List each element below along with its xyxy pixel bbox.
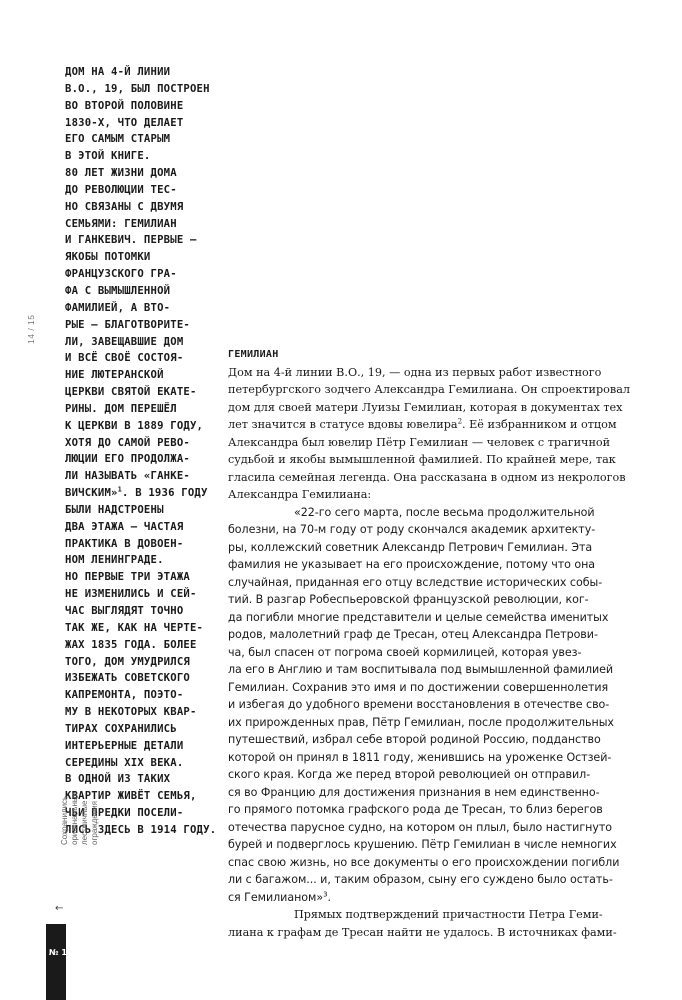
side-text-line: ИНТЕРЬЕРНЫЕ ДЕТАЛИ — [65, 739, 184, 752]
side-text-line: ТИРАХ СОХРАНИЛИСЬ — [65, 722, 177, 735]
section-ref-line: Сохранились — [60, 795, 69, 845]
side-text-line: КАПРЕМОНТА, ПОЭТО- — [65, 689, 184, 702]
footnote-mark[interactable]: 2 — [457, 417, 463, 426]
side-text-line: ДВА ЭТАЖА — ЧАСТАЯ — [65, 520, 184, 533]
quote-text-line: спас свою жизнь, но все документы о его происхождении погибли — [228, 855, 620, 869]
body-text-line: Дом на 4-й линии В.О., 19, — одна из первых работ известного — [228, 365, 602, 379]
text-fragment: ВИЧСКИМ» — [65, 487, 118, 500]
quote-text-line: ского края. Когда же перед второй революцией он отправил- — [228, 768, 591, 781]
side-text-line: ТОГО, ДОМ УМУДРИЛСЯ — [65, 655, 190, 668]
body-text-line: Александра Гемилиана: — [228, 488, 372, 501]
side-text-line: ВО ВТОРОЙ ПОЛОВИНЕ — [65, 99, 184, 112]
article-heading: ГЕМИЛИАН — [228, 349, 279, 360]
side-text-line: ЖАХ 1835 ГОДА. БОЛЕЕ — [65, 638, 197, 651]
side-text-line: СЕМЬЯМИ: ГЕМИЛИАН — [65, 217, 177, 230]
quote-text-line: отечества парусное судно, на котором он плыл, было настигнуто — [228, 820, 612, 834]
quote-text-line: их прирожденных прав, Пётр Гемилиан, после продолжительных — [228, 715, 614, 729]
side-text-line: ХОТЯ ДО САМОЙ РЕВО- — [65, 436, 190, 449]
side-text-line: В ЭТОЙ КНИГЕ. — [65, 150, 151, 163]
quote-text-line: ли с багажом... и, таким образом, сыну его суждено было остать- — [228, 873, 613, 886]
side-text-line: ЦЕРКВИ СВЯТОЙ ЕКАТЕ- — [65, 386, 197, 399]
side-text-line: НОМ ЛЕНИНГРАДЕ. — [65, 554, 164, 567]
quote-text-line: го прямого потомка графского рода де Тресан, то близ берегов — [228, 803, 603, 816]
side-text-line: КВАРТИР ЖИВЁТ СЕМЬЯ, — [65, 790, 197, 803]
side-text-line: ТАК ЖЕ, КАК НА ЧЕРТЕ- — [65, 621, 204, 634]
quote-text-line: тий. В разгар Робеспьеровской французской революции, ког- — [228, 593, 589, 606]
body-text-line: Прямых подтверждений причастности Петра Геми- — [294, 908, 603, 921]
side-text-line — [65, 485, 215, 502]
side-text-line: ЛИ НАЗЫВАТЬ «ГАНКЕ- — [65, 470, 190, 483]
quote-text-line: да погибли многие представители и целые семейства именитых — [228, 610, 609, 624]
side-text-line: ДО РЕВОЛЮЦИИ ТЕС- — [65, 183, 177, 196]
text-fragment: . — [327, 890, 331, 904]
quote-text-line: ся во Францию для достижения признания в нем единственно- — [228, 785, 600, 799]
quote-text-line: ла его в Англию и там воспитывала под вымышленной фамилией — [228, 663, 614, 676]
issue-marker — [46, 924, 66, 1000]
quote-text-line: которой он принял в 1811 году, женившись на уроженке Остзей- — [228, 750, 612, 764]
body-text-line: гласила семейная легенда. Она рассказана в одном из некрологов — [228, 470, 626, 484]
side-text-line: В ОДНОЙ ИЗ ТАКИХ — [65, 773, 171, 786]
side-text-line: ЧЬИ ПРЕДКИ ПОСЕЛИ- — [65, 807, 184, 820]
side-text-line: НИЕ ЛЮТЕРАНСКОЙ — [65, 369, 164, 382]
quote-text-line: болезни, на 70-м году от роду скончался академик архитекту- — [228, 523, 596, 536]
body-text-line: петербургского зодчего Александра Гемилиана. Он спроектировал — [228, 383, 630, 396]
page-number: 14 / 15 — [26, 314, 36, 344]
quote-text-line: и избегая до удобного времени восстановления в отечестве сво- — [228, 698, 610, 711]
quote-text-line: бурей и подверглось крушению. Пётр Гемилиан в числе немногих — [228, 838, 617, 851]
side-column-intro — [65, 64, 215, 839]
body-text-line: дом для своей матери Луизы Гемилиан, которая в документах тех — [228, 400, 623, 414]
side-text-line: ЯКОБЫ ПОТОМКИ — [65, 251, 151, 264]
side-text-line: ДОМ НА 4-Й ЛИНИИ — [65, 66, 171, 78]
quote-text-line: ча, был спасен от погрома своей кормилицей, которая увез- — [228, 645, 582, 659]
obituary-quote — [228, 504, 648, 907]
body-text-line: лиана к графам де Тресан найти не удалось. В источниках фами- — [228, 925, 617, 939]
side-text-line: СЕРЕДИНЫ XIX ВЕКА. — [65, 756, 184, 769]
back-arrow-icon[interactable]: ← — [55, 903, 64, 914]
side-text-line: РЫЕ — БЛАГОТВОРИТЕ- — [65, 318, 190, 331]
side-text-line: ФА С ВЫМЫШЛЕННОЙ — [65, 284, 171, 297]
quote-text-line: ры, коллежский советник Александр Петрович Гемилиан. Эта — [228, 540, 593, 554]
section-reference — [60, 792, 100, 845]
quote-text-line — [228, 889, 648, 907]
footnote-mark[interactable]: 3 — [323, 889, 328, 898]
text-fragment: ся Гемилианом» — [228, 890, 324, 904]
quote-text-line: путешествий, избрал себе второй родиной Россию, подданство — [228, 733, 601, 746]
side-text-line: МУ В НЕКОТОРЫХ КВАР- — [65, 706, 197, 719]
text-fragment: лет значится в статусе вдовы ювелира — [228, 418, 458, 431]
intro-paragraph — [228, 364, 648, 504]
quote-text-line: родов, малолетний граф де Тресан, отец Александра Петрови- — [228, 628, 598, 641]
side-text-line: В.О., 19, БЫЛ ПОСТРОЕН — [65, 82, 210, 95]
side-text-line: 80 ЛЕТ ЖИЗНИ ДОМА — [65, 167, 177, 180]
side-text-line: ЛИСЬ ЗДЕСЬ В 1914 ГОДУ. — [65, 823, 217, 836]
quote-text-line: случайная, приданная его отцу вследствие исторических собы- — [228, 575, 603, 589]
side-text-line: БЫЛИ НАДСТРОЕНЫ — [65, 503, 164, 516]
side-text-line: ЕГО САМЫМ СТАРЫМ — [65, 133, 171, 146]
side-text-line: ФАМИЛИЕЙ, А ВТО- — [65, 301, 171, 314]
issue-number: № 1 — [49, 948, 67, 957]
side-text-line: И ГАНКЕВИЧ. ПЕРВЫЕ — — [65, 234, 197, 247]
text-fragment: . В 1936 ГОДУ — [122, 487, 208, 500]
side-text-line: 1830-Х, ЧТО ДЕЛАЕТ — [65, 116, 184, 129]
side-text-line: НО ПЕРВЫЕ ТРИ ЭТАЖА — [65, 571, 190, 584]
body-text-line — [228, 416, 648, 434]
side-text-line: И ВСЁ СВОЁ СОСТОЯ- — [65, 352, 184, 365]
side-text-line: НО СВЯЗАНЫ С ДВУМЯ — [65, 200, 184, 213]
closing-paragraph — [228, 906, 648, 941]
body-text-line: судьбой и якобы вымышленной фамилией. По крайней мере, так — [228, 453, 616, 466]
side-text-line: НЕ ИЗМЕНИЛИСЬ И СЕЙ- — [65, 588, 197, 601]
side-text-line: К ЦЕРКВИ В 1889 ГОДУ, — [65, 419, 204, 432]
text-fragment: . Её избранником и отцом — [462, 418, 617, 431]
side-text-line: ЛИ, ЗАВЕЩАВШИЕ ДОМ — [65, 335, 184, 348]
quote-text-line: фамилия не указывает на его происхождение, потому что она — [228, 558, 596, 571]
side-text-line: ИЗБЕЖАТЬ СОВЕТСКОГО — [65, 672, 190, 685]
side-text-line: ПРАКТИКА В ДОВОЕН- — [65, 537, 184, 550]
body-text-line: Александра был ювелир Пётр Гемилиан — человек с трагичной — [228, 435, 611, 449]
quote-text-line: «22-го сего марта, после весьма продолжительной — [294, 505, 595, 519]
quote-text-line: Гемилиан. Сохранив это имя и по достижении совершеннолетия — [228, 680, 609, 694]
footnote-mark[interactable]: 1 — [117, 485, 123, 494]
section-ref-line: оригинальные — [70, 791, 79, 845]
side-text-line: ЧАС ВЫГЛЯДЯТ ТОЧНО — [65, 605, 184, 617]
side-text-line: ФРАНЦУЗСКОГО ГРА- — [65, 268, 177, 281]
section-ref-line: ограждения — [90, 801, 99, 845]
section-ref-line: лестничные — [80, 800, 89, 845]
side-text-line: РИНЫ. ДОМ ПЕРЕШЁЛ — [65, 402, 177, 415]
side-text-line: ЛЮЦИИ ЕГО ПРОДОЛЖА- — [65, 453, 190, 466]
main-article — [228, 346, 648, 941]
